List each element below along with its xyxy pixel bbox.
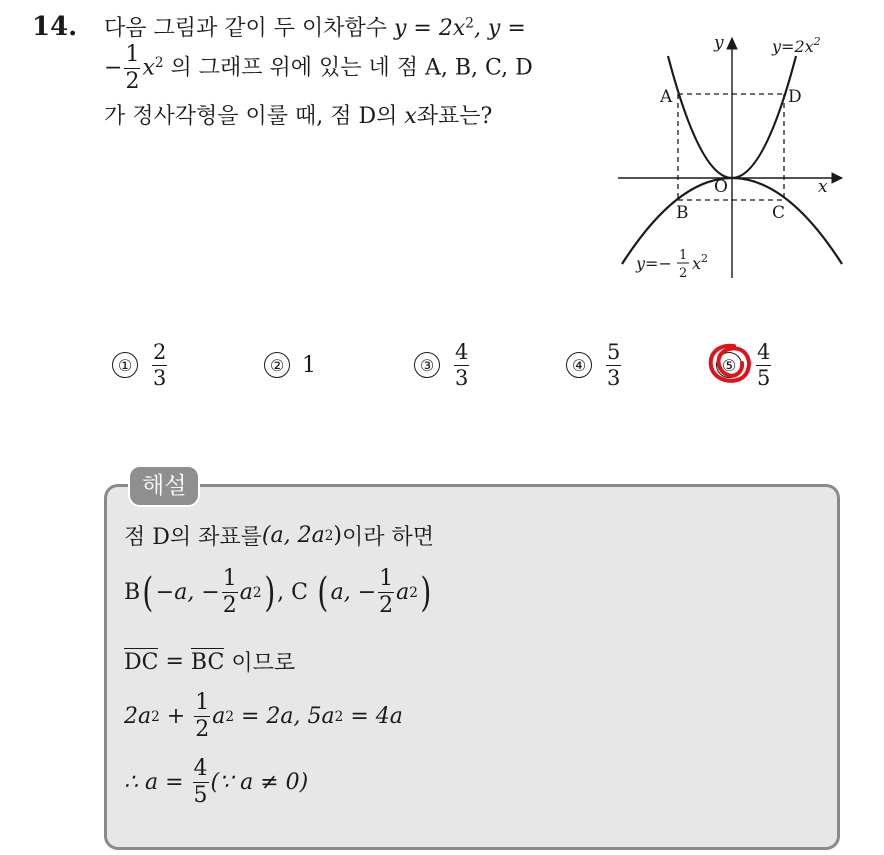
answer-circle-mark [706, 340, 756, 386]
svg-text:x: x [692, 254, 702, 273]
choice-fraction [152, 339, 167, 390]
question-line-2 [104, 44, 533, 93]
solution-line-2: B ( −a, − $\frac{1}{2}$ a 2 ) , C ( a, − $\frac{1}{2}$ a 2 ) [124, 566, 432, 618]
x-axis-label: x [818, 177, 828, 197]
equals-sign: = [158, 649, 191, 674]
coord-b-part: −a, − [155, 580, 220, 605]
fraction-denominator: 2 [222, 593, 237, 618]
choice-fraction [454, 339, 469, 390]
variable-x: x [142, 55, 155, 81]
choice-marker: ⑤ [716, 352, 742, 378]
point-d-label: D [788, 87, 802, 107]
point-c-text: , C [277, 580, 315, 605]
parabola-graph [610, 26, 860, 288]
fraction-one-half [194, 692, 210, 741]
choice-marker: ③ [414, 352, 440, 378]
lower-curve-label [635, 248, 708, 281]
exponent: 2 [154, 55, 164, 71]
variable-a: a [239, 580, 253, 605]
question-line1-text: 다음 그림과 같이 두 이차함수 [104, 16, 394, 41]
question-line-1 [104, 14, 526, 44]
question-line-3 [104, 102, 492, 132]
choice-marker: ④ [566, 352, 592, 378]
choice-1[interactable] [112, 338, 169, 392]
paren-open: ( [142, 569, 154, 616]
question-line2-text: 의 그래프 위에 있는 네 점 A, B, C, D [163, 55, 533, 81]
choice-value: 1 [302, 352, 316, 378]
plus-sign: + [159, 704, 193, 729]
fraction-denominator: 5 [193, 783, 208, 808]
coordinate-d: (a, 2a [261, 523, 325, 548]
fraction-denominator: 3 [153, 365, 167, 390]
fraction-numerator: 1 [195, 690, 210, 715]
segment-dc: DC [124, 650, 159, 675]
fraction-one-half [378, 568, 394, 617]
fraction-numerator: 4 [193, 756, 208, 781]
y-axis-label: y [714, 33, 724, 53]
svg-text:y=−: y=− [636, 254, 672, 273]
solution-line-1: 점 D의 좌표를 (a, 2a 2 ) 이라 하면 [124, 520, 434, 551]
solution-text: 이라 하면 [341, 525, 434, 550]
choice-fraction [756, 339, 771, 390]
paren-close: ) [263, 569, 275, 616]
solution-line-4: 2a 2 + $\frac{1}{2}$ a 2 = 2a, 5a 2 = 4a [124, 690, 403, 742]
fraction-numerator: 1 [222, 566, 237, 591]
coord-c-part: a, − [330, 580, 377, 605]
fraction-four-fifths [193, 758, 209, 807]
paren-close: ) [333, 523, 342, 548]
because-condition: (∵ a ≠ 0) [210, 770, 309, 795]
question-line3-end: 좌표는? [416, 104, 493, 129]
origin-label: O [714, 177, 728, 197]
solution-line-3 [124, 646, 295, 677]
solution-line-5 [124, 758, 308, 807]
question-number: 14. [32, 12, 78, 42]
minus-sign: − [104, 55, 123, 81]
exponent: 2 [465, 15, 474, 32]
paren-open: ( [317, 569, 329, 616]
solution-tag: 해설 [128, 465, 200, 507]
term-2a-squared: 2a [124, 704, 152, 729]
equation-upper: y = 2x [394, 16, 466, 41]
equation-rest: = 2a, 5a [234, 704, 335, 729]
x-axis-arrow-icon [832, 173, 842, 183]
fraction-one-half [124, 44, 140, 93]
fraction-numerator: 2 [153, 339, 167, 364]
variable-a: a [396, 580, 410, 605]
solution-text: 이므로 [224, 651, 296, 676]
fraction-numerator: 1 [125, 42, 140, 67]
choice-3[interactable] [414, 338, 471, 392]
paren-close: ) [420, 569, 432, 616]
fraction-denominator: 5 [757, 365, 771, 390]
fraction-denominator: 3 [607, 365, 621, 390]
svg-text:2: 2 [679, 266, 688, 281]
fraction-numerator: 4 [757, 339, 771, 364]
variable-a: a [212, 704, 226, 729]
point-c-label: C [772, 203, 786, 223]
fraction-one-half [222, 568, 238, 617]
fraction-numerator: 5 [607, 339, 621, 364]
fraction-denominator: 3 [455, 365, 469, 390]
point-a-label: A [660, 87, 673, 107]
segment-bc: BC [190, 650, 225, 675]
choice-fraction [606, 339, 621, 390]
fraction-denominator: 2 [379, 593, 394, 618]
square-dashed [678, 94, 784, 200]
point-b-label: B [676, 203, 689, 223]
variable-x: x [404, 104, 417, 129]
upper-curve-label: $y=2x^2$ [772, 35, 821, 56]
choice-marker: ① [112, 352, 138, 378]
svg-text:1: 1 [679, 248, 688, 263]
equation-end: = 4a [343, 704, 403, 729]
therefore-a: ∴ a = [124, 770, 191, 795]
choice-marker: ② [264, 352, 290, 378]
equation-lower-start: , y = [473, 16, 526, 41]
y-axis-arrow-icon [727, 38, 737, 49]
fraction-denominator: 2 [125, 69, 140, 94]
point-b-text: B [124, 580, 141, 605]
solution-text: 점 D의 좌표를 [124, 525, 262, 550]
svg-text:2: 2 [701, 252, 708, 265]
fraction-numerator: 4 [455, 339, 469, 364]
fraction-numerator: 1 [379, 566, 394, 591]
fraction-denominator: 2 [195, 717, 210, 742]
question-line3-text: 가 정사각형을 이룰 때, 점 D의 [104, 104, 405, 129]
choice-2[interactable] [264, 338, 316, 392]
choice-4[interactable] [566, 338, 623, 392]
